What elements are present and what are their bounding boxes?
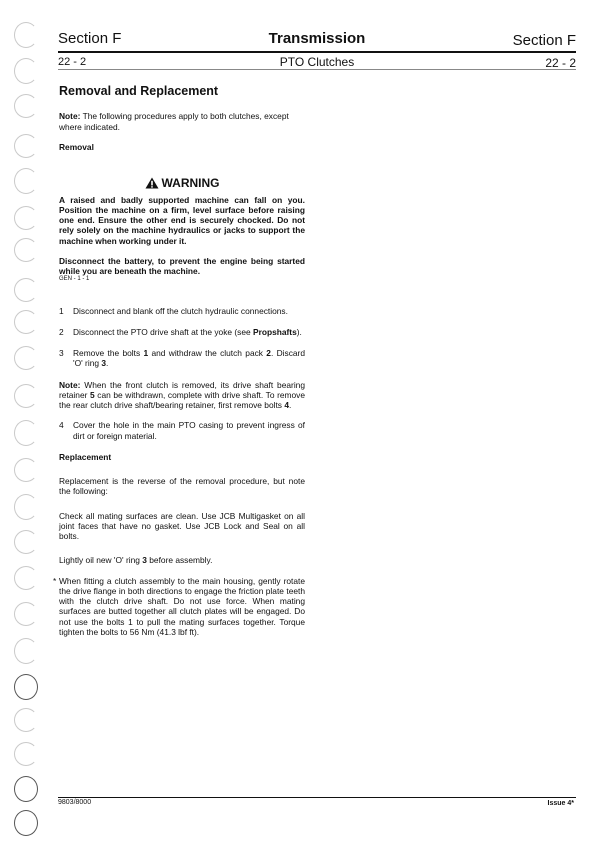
- binder-hole-icon: [14, 58, 38, 84]
- warning-text: A raised and badly supported machine can fall on you. Position the machine on a firm, level surface before raising one end. Ensure the other end is securely chocked. Do not rely solely on the machine hydraulics or jacks to support the machine when working under it.: [59, 194, 305, 246]
- binder-hole-icon: [14, 238, 38, 262]
- step-1: [59, 306, 305, 316]
- binder-hole-icon: [14, 776, 38, 802]
- note-label: Note:: [59, 379, 81, 390]
- binder-hole-icon: [14, 810, 38, 836]
- binder-hole-icon: [14, 602, 38, 626]
- step-text: Disconnect the PTO drive shaft at the yoke (see Propshafts).: [73, 326, 302, 337]
- binder-hole-icon: [14, 530, 38, 554]
- header-rule: [58, 51, 576, 53]
- binder-hole-icon: [14, 638, 38, 664]
- warning-code: GEN - 1 - 1: [59, 276, 90, 283]
- page-content: [53, 84, 306, 647]
- warning-text-battery: Disconnect the battery, to prevent the engine being started while you are beneath the machine.: [59, 255, 305, 277]
- step-text: Remove the bolts 1 and withdraw the clutch pack 2. Discard 'O' ring 3.: [73, 348, 306, 369]
- step-number: 3: [59, 348, 64, 359]
- binder-hole-icon: [14, 22, 38, 48]
- step-number: 1: [59, 305, 64, 316]
- replacement-intro: Replacement is the reverse of the removal procedure, but note the following:: [59, 476, 305, 497]
- issue-label: Issue 4*: [547, 800, 574, 807]
- replacement-subheading: Replacement: [59, 451, 112, 462]
- warning-triangle-icon: [145, 177, 159, 189]
- page-title: Transmission: [268, 30, 366, 47]
- binder-hole-icon: [14, 708, 38, 732]
- page-number-left: 22 - 2: [58, 56, 87, 68]
- step-text: Cover the hole in the main PTO casing to prevent ingress of dirt or foreign material.: [73, 420, 305, 441]
- page-header: [58, 30, 576, 72]
- binder-hole-icon: [14, 134, 38, 158]
- section-label-right: Section F: [512, 32, 576, 49]
- check-surfaces-text: Check all mating surfaces are clean. Use JCB Multigasket on all joint faces that have no gasket. Use JCB Lock and Seal on all bolts.: [59, 510, 305, 542]
- note-front-clutch: Note: When the front clutch is removed, its drive shaft bearing retainer 5 can be withdrawn, complete with drive shaft. To remove the rear clutch drive shaft/bearing retainer, first remove bolts 4.: [59, 379, 305, 411]
- step-2: [59, 327, 305, 337]
- binder-hole-icon: [14, 206, 38, 230]
- binder-hole-icon: [14, 346, 38, 370]
- section-heading: Removal and Replacement: [59, 84, 219, 98]
- binder-hole-icon: [14, 384, 38, 408]
- binder-hole-icon: [14, 94, 38, 118]
- binder-holes: [10, 0, 44, 845]
- page-subtitle: PTO Clutches: [279, 55, 355, 69]
- step-4: [59, 420, 305, 441]
- header-subrule: [58, 69, 576, 70]
- note-label: Note:: [59, 111, 81, 122]
- step-3: [59, 348, 305, 369]
- footer-rule: [58, 797, 576, 798]
- binder-hole-icon: [14, 458, 38, 482]
- binder-hole-icon: [14, 168, 38, 194]
- removal-subheading: Removal: [59, 141, 94, 152]
- intro-note: [59, 111, 305, 132]
- section-label-left: Section F: [58, 30, 122, 47]
- step-text: Disconnect and blank off the clutch hydraulic connections.: [73, 305, 288, 316]
- warning-title: WARNING: [161, 176, 220, 190]
- fitting-clutch-text: * When fitting a clutch assembly to the main housing, gently rotate the drive flange in both directions to engage the friction plate teeth with the clutch drive shaft. Do not use force. When mating surfaces are butted together all clutch plates will be engaged. Do not use the bolts 1 to pull the mating surfaces together. Torque tighten the bolts to 56 Nm (41.3 lbf ft).: [53, 575, 305, 637]
- binder-hole-icon: [14, 742, 38, 766]
- revision-marker: *: [53, 575, 57, 586]
- oil-o-ring-text: Lightly oil new 'O' ring 3 before assembly.: [59, 555, 213, 566]
- propshafts-reference: Propshafts: [253, 326, 297, 337]
- binder-hole-icon: [14, 420, 38, 446]
- page-number-right: 22 - 2: [545, 56, 576, 70]
- warning-heading: [59, 176, 305, 191]
- binder-hole-icon: [14, 674, 38, 700]
- binder-hole-icon: [14, 494, 38, 520]
- binder-hole-icon: [14, 566, 38, 590]
- binder-hole-icon: [14, 278, 38, 302]
- note-text: The following procedures apply to both clutches, except where indicated.: [59, 111, 289, 132]
- binder-hole-icon: [14, 310, 38, 334]
- step-number: 2: [59, 326, 64, 337]
- step-number: 4: [59, 420, 64, 431]
- document-number: 9803/8000: [58, 799, 92, 806]
